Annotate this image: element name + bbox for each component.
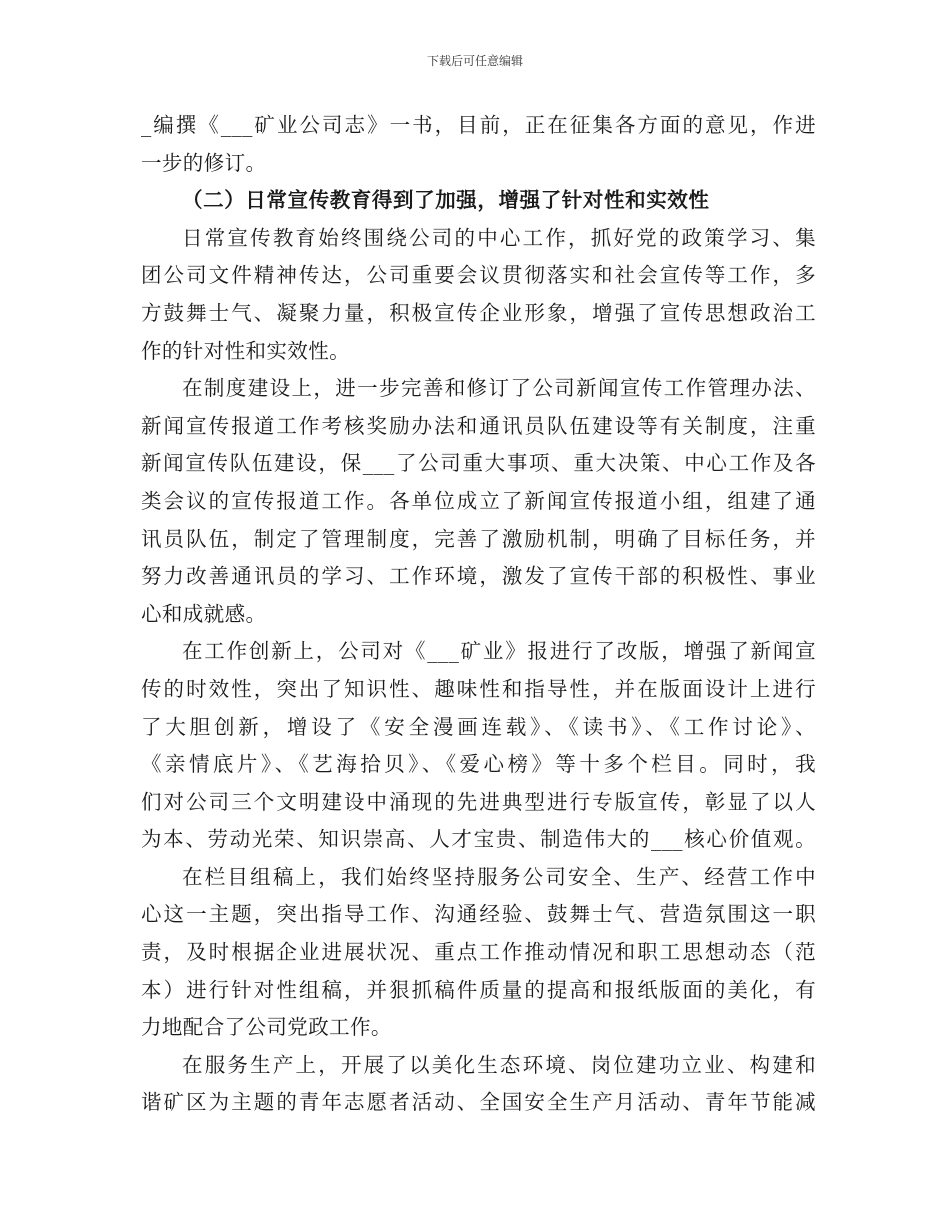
text-line: 努力改善通讯员的学习、工作环境，激发了宣传干部的积极性、事业	[141, 564, 816, 589]
text-line: 团公司文件精神传达，公司重要会议贯彻落实和社会宣传等工作，多	[141, 263, 816, 288]
text-line: 传的时效性，突出了知识性、趣味性和指导性，并在版面设计上进行	[141, 676, 816, 701]
text-line: 日常宣传教育始终围绕公司的中心工作，抓好党的政策学习、集	[182, 225, 816, 250]
text-line: 方鼓舞士气、凝聚力量，积极宣传企业形象，增强了宣传思想政治工	[141, 300, 816, 325]
text-line: 心这一主题，突出指导工作、沟通经验、鼓舞士气、营造氛围这一职	[141, 902, 816, 927]
text-line: 本）进行针对性组稿，并狠抓稿件质量的提高和报纸版面的美化，有	[141, 977, 816, 1002]
text-line: _编撰《___矿业公司志》一书，目前，正在征集各方面的意见，作进	[141, 113, 816, 137]
text-line: 了大胆创新，增设了《安全漫画连载》、《读书》、《工作讨论》、	[141, 714, 816, 739]
text-line: 们对公司三个文明建设中涌现的先进典型进行专版宣传，彰显了以人	[141, 789, 816, 814]
page-header: 下载后可任意编辑	[426, 54, 523, 68]
text-line: 在栏目组稿上，我们始终坚持服务公司安全、生产、经营工作中	[182, 864, 816, 889]
text-line: 力地配合了公司党政工作。	[141, 1015, 392, 1040]
text-line: 在服务生产上，开展了以美化生态环境、岗位建功立业、构建和	[182, 1052, 816, 1077]
text-line: 类会议的宣传报道工作。各单位成立了新闻宣传报道小组，组建了通	[141, 488, 816, 513]
text-line: 责，及时根据企业进展状况、重点工作推动情况和职工思想动态（范	[141, 940, 816, 965]
document-body	[141, 107, 816, 1122]
section-heading: （二）日常宣传教育得到了加强，增强了针对性和实效性	[182, 188, 710, 213]
text-line: 《亲情底片》、《艺海拾贝》、《爱心榜》等十多个栏目。同时，我	[141, 752, 816, 777]
text-line: 在制度建设上，进一步完善和修订了公司新闻宣传工作管理办法、	[182, 376, 816, 401]
text-line: 一步的修订。	[141, 150, 267, 175]
text-line: 讯员队伍，制定了管理制度，完善了激励机制，明确了目标任务，并	[141, 526, 816, 551]
text-line: 在工作创新上，公司对《___矿业》报进行了改版，增强了新闻宣	[182, 639, 816, 664]
text-line: 作的针对性和实效性。	[141, 338, 350, 363]
text-line: 心和成就感。	[141, 601, 267, 626]
text-line: 谐矿区为主题的青年志愿者活动、全国安全生产月活动、青年节能减	[141, 1090, 816, 1115]
text-line: 新闻宣传报道工作考核奖励办法和通讯员队伍建设等有关制度，注重	[141, 413, 816, 438]
text-line: 为本、劳动光荣、知识崇高、人才宝贵、制造伟大的___核心价值观。	[141, 827, 816, 852]
text-line: 新闻宣传队伍建设，保___了公司重大事项、重大决策、中心工作及各	[141, 451, 816, 476]
